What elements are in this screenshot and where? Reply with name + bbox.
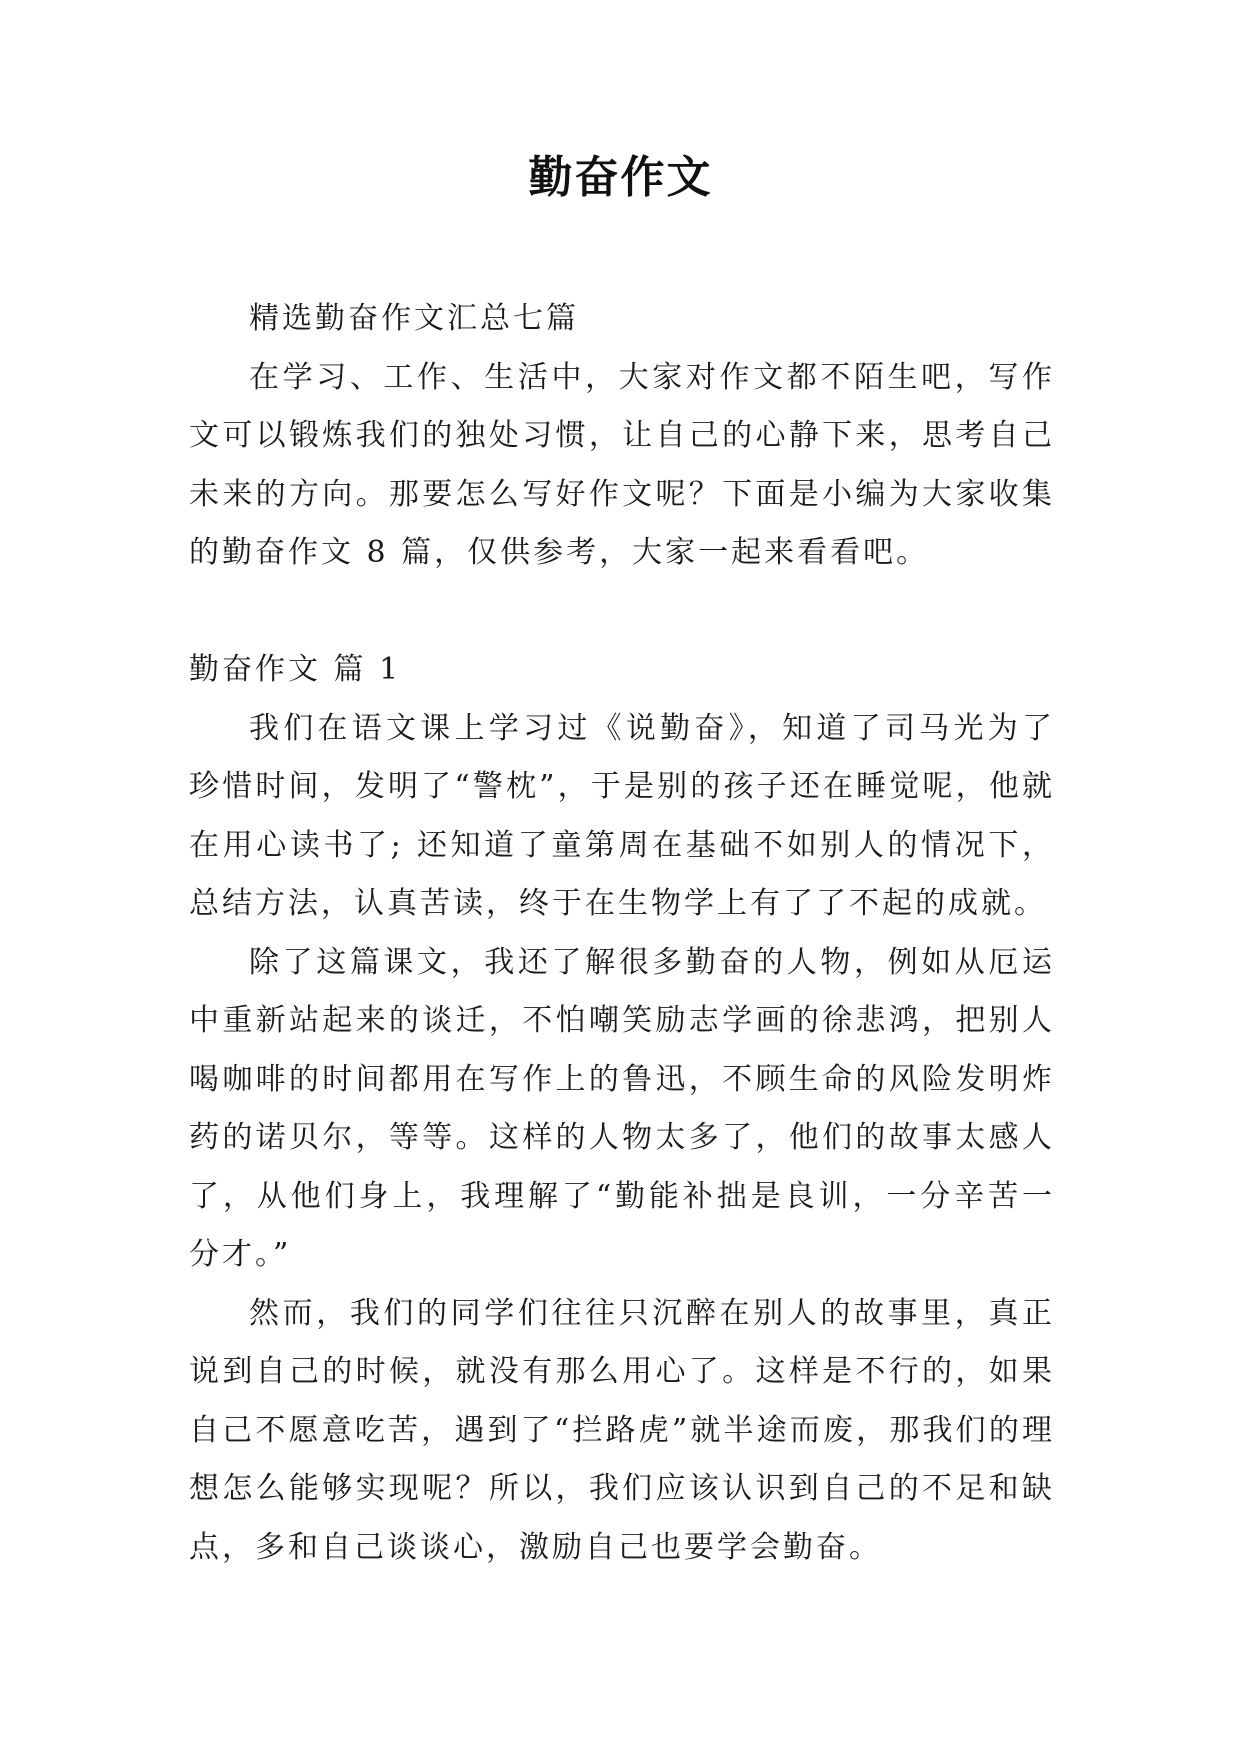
document-subtitle: 精选勤奋作文汇总七篇 xyxy=(249,301,579,336)
section-spacer xyxy=(189,583,1055,642)
section-heading: 勤奋作文 篇 1 xyxy=(189,652,402,687)
essay-paragraph-2: 除了这篇课文，我还了解很多勤奋的人物，例如从厄运中重新站起来的谈迁，不怕嘲笑励志学画的徐悲鸿，把别人喝咖啡的时间都用在写作上的鲁迅，不顾生命的风险发明炸药的诺贝尔，等等。这样的人物太多了，他们的故事太感人了，从他们身上，我理解了“勤能补拙是良训，一分辛苦一分才。” xyxy=(189,944,1055,1272)
document-body xyxy=(189,290,1055,1577)
document-title: 勤奋作文 xyxy=(528,152,713,203)
intro-paragraph: 在学习、工作、生活中，大家对作文都不陌生吧，写作文可以锻炼我们的独处习惯，让自己的心静下来，思考自己未来的方向。那要怎么写好作文呢？下面是小编为大家收集的勤奋作文 8 篇，仅供参考，大家一起来看看吧。 xyxy=(189,359,1055,570)
essay-paragraph-3: 然而，我们的同学们往往只沉醉在别人的故事里，真正说到自己的时候，就没有那么用心了。这样是不行的，如果自己不愿意吃苦，遇到了“拦路虎”就半途而废，那我们的理想怎么能够实现呢？所以，我们应该认识到自己的不足和缺点，多和自己谈谈心，激励自己也要学会勤奋。 xyxy=(189,1295,1055,1565)
essay-paragraph-1: 我们在语文课上学习过《说勤奋》，知道了司马光为了珍惜时间，发明了“警枕”，于是别的孩子还在睡觉呢，他就在用心读书了; 还知道了童第周在基础不如别人的情况下，总结方法，认真苦读，终于在生物学上有了了不起的成就。 xyxy=(189,710,1055,921)
